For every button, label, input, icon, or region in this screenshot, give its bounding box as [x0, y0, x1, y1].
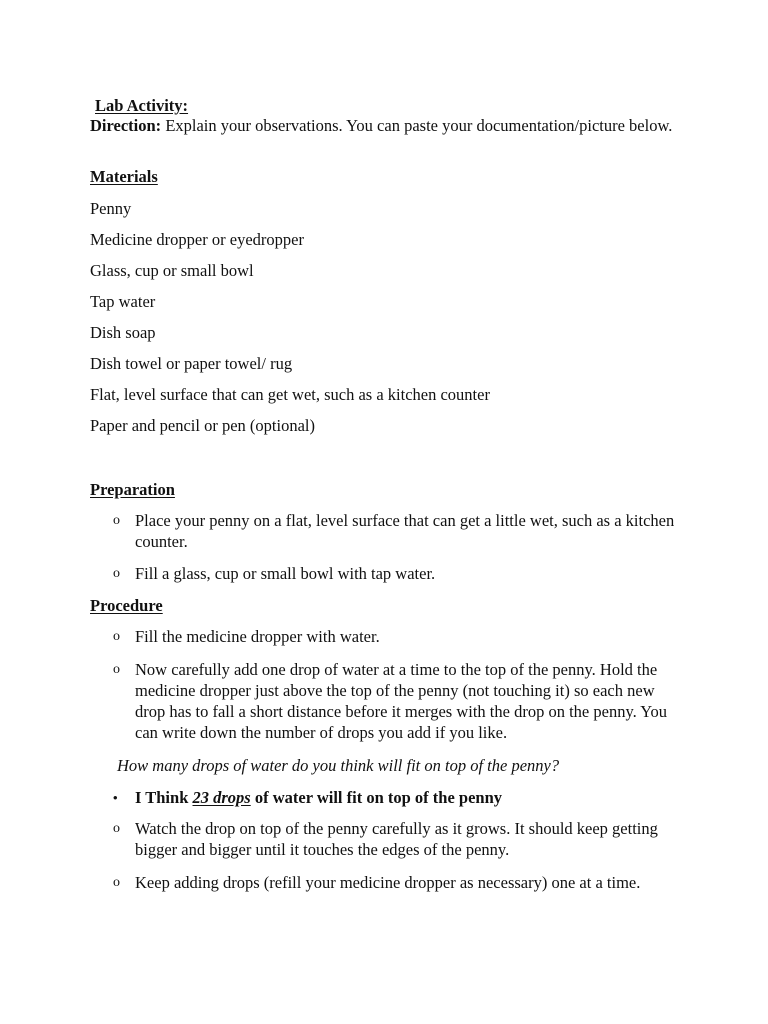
hollow-bullet-icon: o	[113, 629, 120, 644]
materials-heading: Materials	[90, 167, 158, 186]
procedure-step-text: Watch the drop on top of the penny carefully as it grows. It should keep getting bigger and bigger until it touches the edges of the penny.	[135, 819, 658, 859]
hollow-bullet-icon: o	[113, 875, 120, 890]
direction-paragraph	[90, 115, 690, 136]
preparation-heading: Preparation	[90, 480, 175, 499]
procedure-step-text: Keep adding drops (refill your medicine dropper as necessary) one at a time.	[135, 873, 641, 892]
hollow-bullet-icon: o	[113, 513, 120, 528]
solid-bullet-icon: •	[113, 790, 118, 805]
materials-item: Dish towel or paper towel/ rug	[90, 354, 293, 373]
procedure-step-text: Now carefully add one drop of water at a time to the top of the penny. Hold the medicine dropper just above the top of the penny (not touching it) so each new drop has to fall a short distance before it merges with the drop on the penny. You can write down the number of drops you add if you like.	[135, 660, 668, 742]
materials-item: Glass, cup or small bowl	[90, 261, 254, 280]
materials-item: Flat, level surface that can get wet, such as a kitchen counter	[90, 385, 490, 404]
materials-item: Penny	[90, 199, 132, 218]
answer-value: 23 drops	[192, 788, 251, 807]
materials-item: Medicine dropper or eyedropper	[90, 230, 304, 249]
preparation-step-text: Place your penny on a flat, level surface that can get a little wet, such as a kitchen counter.	[135, 511, 675, 551]
materials-item: Tap water	[90, 292, 156, 311]
procedure-step-text: Fill the medicine dropper with water.	[135, 627, 380, 646]
prediction-question: How many drops of water do you think will fit on top of the penny?	[117, 756, 560, 775]
procedure-heading: Procedure	[90, 596, 163, 615]
answer-suffix: of water will fit on top of the penny	[250, 788, 503, 807]
hollow-bullet-icon: o	[113, 821, 120, 836]
direction-label: Direction:	[90, 116, 162, 135]
hollow-bullet-icon: o	[113, 662, 120, 677]
materials-item: Paper and pencil or pen (optional)	[90, 416, 315, 435]
materials-item: Dish soap	[90, 323, 156, 342]
direction-text: Explain your observations. You can paste your documentation/picture below.	[161, 116, 673, 135]
prediction-answer-text	[135, 787, 502, 808]
page-title: Lab Activity:	[95, 96, 189, 115]
answer-prefix: I Think	[135, 788, 193, 807]
preparation-step-text: Fill a glass, cup or small bowl with tap water.	[135, 564, 436, 583]
hollow-bullet-icon: o	[113, 566, 120, 581]
